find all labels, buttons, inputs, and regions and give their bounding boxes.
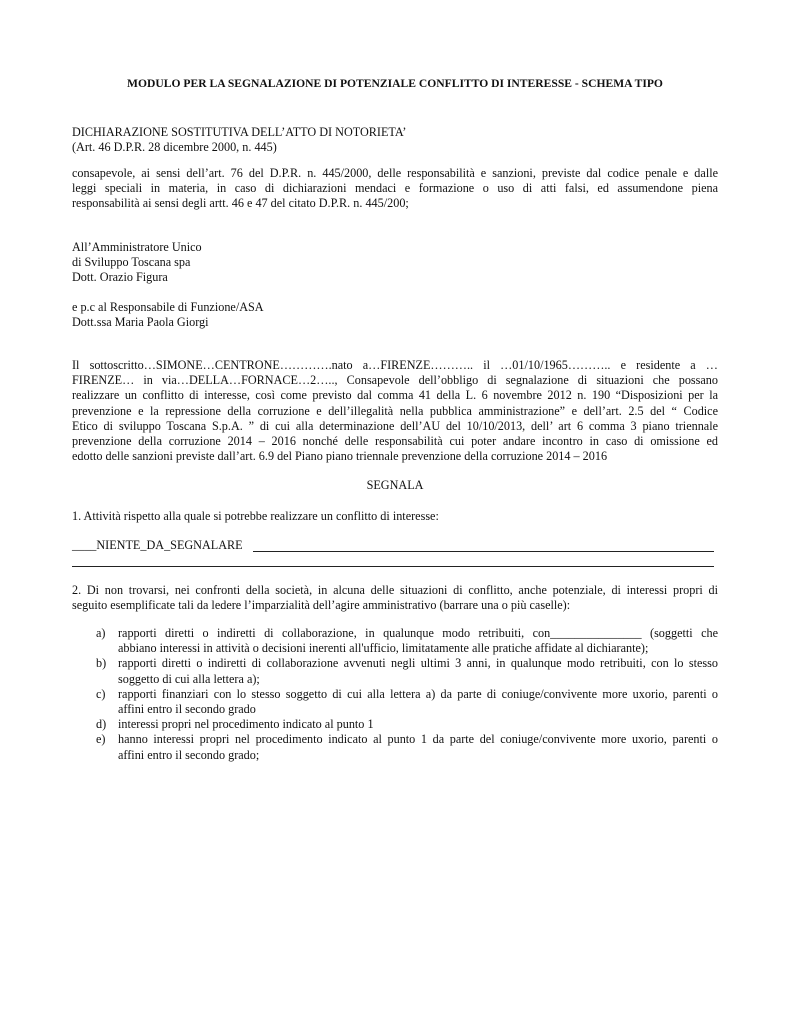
awareness-line: leggi speciali in materia, in caso di dichiarazioni mendaci e formazione o uso di atti falsi, ed assumendone piena bbox=[72, 181, 718, 196]
recipient-line: All’Amministratore Unico bbox=[72, 240, 202, 254]
point2-paragraph bbox=[72, 583, 718, 613]
option-line: affini entro il secondo grado; bbox=[118, 747, 260, 762]
declaration-reference: (Art. 46 D.P.R. 28 dicembre 2000, n. 445) bbox=[72, 140, 277, 155]
option-marker: e) bbox=[96, 732, 106, 747]
recipient-line: di Sviluppo Toscana spa bbox=[72, 255, 191, 270]
option-line: interessi propri nel procedimento indicato al punto 1 bbox=[118, 717, 374, 732]
option-line: rapporti diretti o indiretti di collaborazione, in qualunque modo retribuiti, con_______________ (soggetti che bbox=[118, 626, 718, 640]
declarant-line: FIRENZE… in via…DELLA…FORNACE…2….., Consapevole dell’obbligo di segnalazione di situazioni che possano bbox=[72, 373, 718, 388]
awareness-line: responsabilità ai sensi degli artt. 46 e 47 del citato D.P.R. n. 445/200; bbox=[72, 196, 409, 211]
cc-address bbox=[72, 300, 718, 330]
option-e bbox=[96, 732, 718, 762]
declarant-line: Etico di sviluppo Toscana S.p.A. ” di cui alla determinazione dell’AU del 10/10/2013, dell’ art 6 comma 3 piano triennale bbox=[72, 418, 718, 433]
cc-line: Dott.ssa Maria Paola Giorgi bbox=[72, 315, 209, 330]
awareness-line: consapevole, ai sensi dell’art. 76 del D.P.R. n. 445/2000, delle responsabilità e sanzioni, previste dal codice penale e dalle bbox=[72, 166, 718, 180]
declarant-line: prevenzione della corruzione 2014 – 2016 nonché delle responsabilità cui poter andare incontro in caso di omissione ed bbox=[72, 434, 718, 449]
declarant-line: edotto delle sanzioni previste dall’art. 6.9 del Piano piano triennale prevenzione della corruzione 2014 – 2016 bbox=[72, 449, 608, 464]
declaration-header bbox=[72, 125, 718, 155]
option-marker: d) bbox=[96, 717, 107, 732]
option-d bbox=[96, 717, 718, 732]
option-marker: c) bbox=[96, 686, 106, 701]
declarant-line: prevenzione e la repressione della corruzione e dell’illegalità nella pubblica amministrazione” e dell’art. 2.5 del “ Codice bbox=[72, 403, 718, 418]
option-marker: b) bbox=[96, 656, 107, 671]
document-title: MODULO PER LA SEGNALAZIONE DI POTENZIALE CONFLITTO DI INTERESSE - SCHEMA TIPO bbox=[127, 77, 663, 90]
declarant-paragraph bbox=[72, 358, 718, 464]
option-line: hanno interessi propri nel procedimento indicato al punto 1 da parte del coniuge/convivente more uxorio, parenti o bbox=[118, 732, 718, 747]
segnala-heading: SEGNALA bbox=[366, 478, 424, 492]
option-line: rapporti finanziari con lo stesso soggetto di cui alla lettera a) da parte di coniuge/convivente more uxorio, parenti o bbox=[118, 686, 718, 701]
conflict-options-list bbox=[96, 626, 718, 763]
cc-line: e p.c al Responsabile di Funzione/ASA bbox=[72, 300, 264, 314]
option-line: soggetto di cui alla lettera a); bbox=[118, 671, 260, 686]
point1-blank-line bbox=[72, 566, 714, 567]
option-c bbox=[96, 687, 718, 717]
point1-answer-underline bbox=[253, 551, 714, 552]
option-line: abbiano interessi in attività o decisioni inerenti all'ufficio, limitatamente alle pratiche affidate al dichiarante); bbox=[118, 641, 649, 656]
option-a bbox=[96, 626, 718, 656]
recipient-line: Dott. Orazio Figura bbox=[72, 270, 168, 285]
point2-line: seguito esemplificate tali da ledere l’imparzialità dell’agire amministrativo (barrare una o più caselle): bbox=[72, 598, 571, 613]
declarant-line: Il sottoscritto…SIMONE…CENTRONE………….nato a…FIRENZE……….. il …01/10/1965……….. e residente a … bbox=[72, 358, 718, 372]
point1-label: 1. Attività rispetto alla quale si potrebbe realizzare un conflitto di interesse: bbox=[72, 509, 439, 523]
option-line: rapporti diretti o indiretti di collaborazione avvenuti negli ultimi 3 anni, in qualunque modo retribuiti, con lo stesso bbox=[118, 656, 718, 671]
point2-line: 2. Di non trovarsi, nei confronti della società, in alcuna delle situazioni di conflitto, anche potenziale, di interessi propri di bbox=[72, 583, 718, 597]
point1-answer: ____NIENTE_DA_SEGNALARE bbox=[72, 538, 243, 552]
declarant-line: realizzare un conflitto di interesse, così come previsto dal comma 41 della L. 6 novembre 2012 n. 190 “Disposizioni per la bbox=[72, 388, 718, 403]
declaration-heading: DICHIARAZIONE SOSTITUTIVA DELL’ATTO DI NOTORIETA’ bbox=[72, 125, 407, 139]
option-marker: a) bbox=[96, 626, 106, 640]
awareness-paragraph bbox=[72, 166, 718, 212]
option-b bbox=[96, 656, 718, 686]
option-line: affini entro il secondo grado bbox=[118, 702, 256, 717]
recipient-address bbox=[72, 240, 718, 286]
